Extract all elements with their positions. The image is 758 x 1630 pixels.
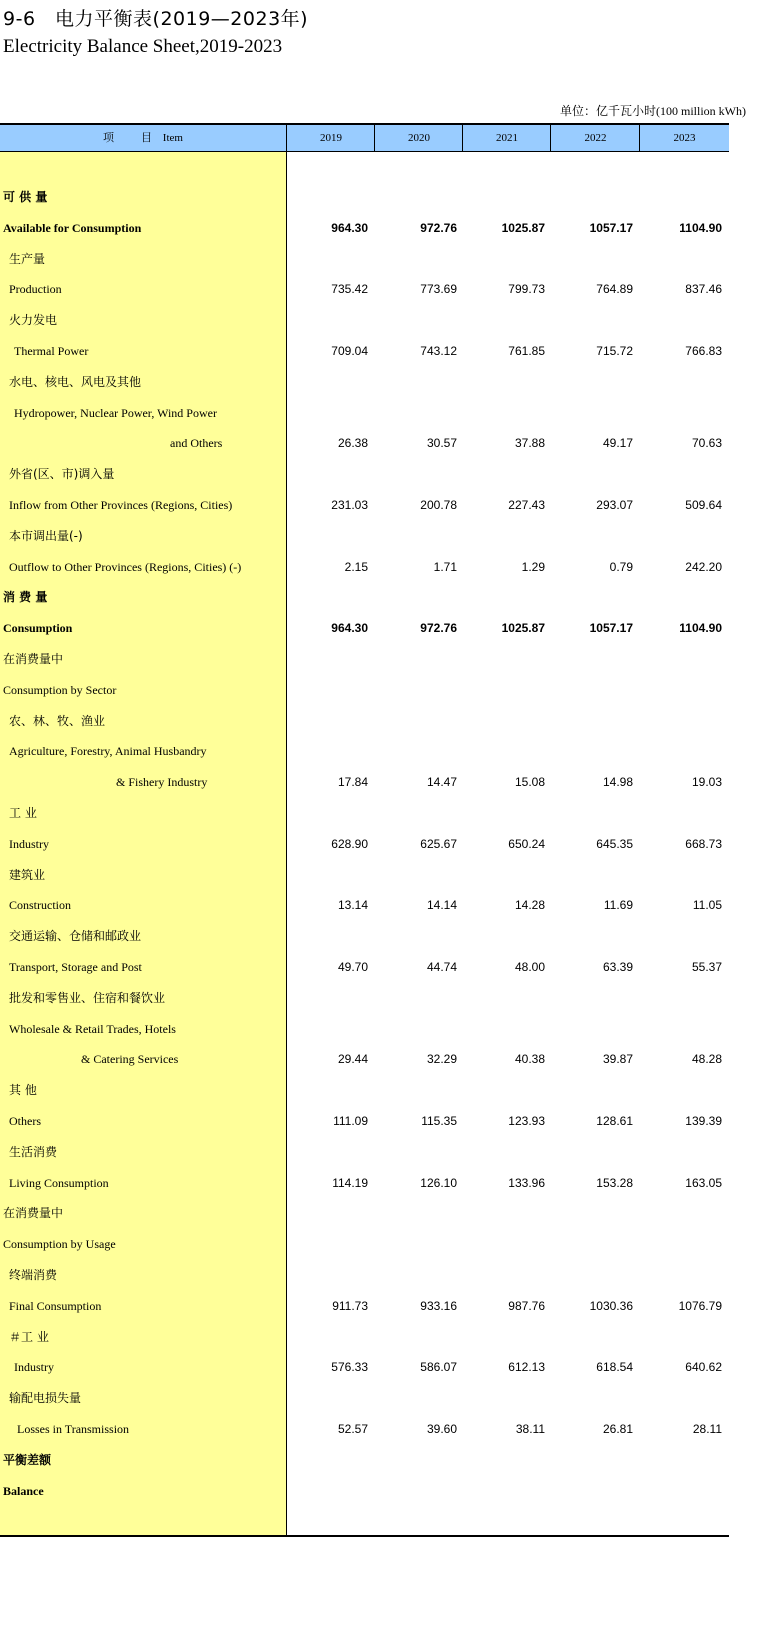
header-divider [462, 125, 463, 151]
value-cell-2019: 964.30 [331, 621, 368, 636]
table-row [0, 983, 729, 1013]
value-cell-2023: 837.46 [685, 282, 722, 297]
table-title-english: Electricity Balance Sheet,2019-2023 [3, 36, 283, 57]
row-label: Balance [3, 1483, 44, 1498]
table-row [0, 1044, 729, 1074]
value-cell-2022: 128.61 [596, 1114, 633, 1128]
value-cell-2019: 17.84 [337, 775, 368, 790]
row-label: 农、林、牧、渔业 [9, 713, 106, 728]
row-label: Consumption by Sector [3, 682, 117, 697]
table-title-chinese: 9-6 电力平衡表(2019—2023年) [3, 8, 309, 30]
table-row [0, 305, 729, 335]
value-cell-2022: 0.79 [609, 559, 633, 574]
row-label: Outflow to Other Provinces (Regions, Cities) (-) [9, 559, 242, 574]
unit-note [560, 102, 746, 119]
value-cell-2020: 30.57 [426, 436, 457, 451]
row-label: 其 他 [9, 1083, 37, 1098]
row-label: 终端消费 [9, 1268, 58, 1282]
value-cell-2023: 139.39 [685, 1114, 722, 1128]
value-cell-2019: 628.90 [331, 836, 368, 851]
table-row [0, 182, 729, 212]
value-cell-2019: 964.30 [331, 220, 368, 235]
row-label: Consumption by Usage [3, 1237, 116, 1252]
value-cell-2023: 19.03 [691, 775, 722, 790]
row-label: Wholesale & Retail Trades, Hotels [9, 1021, 176, 1036]
row-label: Hydropower, Nuclear Power, Wind Power [14, 405, 217, 420]
unit-note-chinese: 单位：亿千瓦小时 [559, 104, 656, 118]
value-cell-2021: 987.76 [508, 1298, 545, 1313]
table-row [0, 1260, 729, 1290]
header-year-2020: 2020 [408, 132, 430, 144]
value-cell-2019: 911.73 [332, 1298, 368, 1313]
row-label: 建筑业 [9, 867, 46, 882]
row-label: 生活消费 [9, 1144, 58, 1159]
value-cell-2019: 576.33 [331, 1360, 368, 1375]
table-row [0, 706, 729, 736]
value-cell-2023: 1076.79 [678, 1298, 722, 1313]
table-bottom-rule [0, 1535, 729, 1537]
value-cell-2022: 293.07 [596, 498, 633, 512]
header-year-2023: 2023 [673, 132, 696, 144]
value-cell-2023: 242.20 [685, 559, 722, 574]
value-cell-2023: 163.05 [685, 1175, 722, 1190]
table-row [0, 428, 729, 458]
table-row [0, 521, 729, 551]
table-row [0, 1198, 729, 1228]
header-year-2021: 2021 [496, 132, 518, 144]
row-label: & Fishery Industry [116, 775, 208, 790]
row-label: 在消费量中 [3, 1206, 64, 1221]
row-label: 消 费 量 [3, 590, 48, 605]
value-cell-2022: 14.98 [602, 775, 633, 790]
row-label: 在消费量中 [3, 652, 64, 666]
value-cell-2020: 200.78 [420, 498, 457, 512]
header-item-chinese: 项 目 [103, 131, 161, 144]
value-cell-2023: 70.63 [691, 436, 722, 451]
value-cell-2023: 509.64 [685, 498, 722, 512]
value-cell-2023: 668.73 [685, 836, 722, 851]
table-row [0, 736, 729, 766]
value-cell-2019: 52.57 [337, 1422, 368, 1436]
row-label: Production [9, 282, 62, 297]
table-header [0, 125, 729, 152]
table-row [0, 829, 729, 859]
table-row [0, 1322, 729, 1352]
table-row [0, 1106, 729, 1136]
table-row [0, 582, 729, 612]
table-row [0, 890, 729, 920]
row-label: & Catering Services [81, 1052, 179, 1067]
value-cell-2022: 1057.17 [589, 621, 633, 636]
value-cell-2023: 48.28 [691, 1052, 722, 1067]
value-cell-2022: 39.87 [602, 1052, 633, 1067]
row-label: Transport, Storage and Post [9, 960, 142, 974]
row-label: 火力发电 [9, 313, 58, 328]
value-cell-2022: 153.28 [596, 1175, 633, 1190]
row-label: ＃工 业 [9, 1329, 49, 1344]
value-cell-2020: 14.14 [426, 898, 457, 913]
table-row [0, 1014, 729, 1044]
value-cell-2023: 1104.90 [679, 220, 722, 235]
value-cell-2022: 1030.36 [589, 1298, 633, 1313]
table-row [0, 1168, 729, 1198]
header-divider [286, 125, 287, 151]
table-row [0, 490, 729, 520]
row-label: Agriculture, Forestry, Animal Husbandry [9, 744, 207, 759]
value-cell-2022: 49.17 [602, 436, 633, 451]
value-cell-2022: 645.35 [596, 836, 633, 851]
table-row [0, 274, 729, 304]
table-row [0, 860, 729, 890]
row-label: 批发和零售业、住宿和餐饮业 [9, 990, 166, 1005]
value-cell-2021: 1.29 [521, 559, 545, 574]
value-cell-2019: 114.19 [332, 1175, 368, 1190]
table-row [0, 644, 729, 674]
value-cell-2019: 26.38 [337, 436, 368, 451]
value-cell-2019: 735.42 [331, 282, 368, 297]
row-label: 水电、核电、风电及其他 [9, 374, 142, 389]
table-row [0, 1383, 729, 1413]
row-label: 外省(区、市)调入量 [9, 467, 115, 482]
row-label: Industry [14, 1360, 54, 1375]
table-row [0, 459, 729, 489]
value-cell-2023: 766.83 [685, 344, 722, 358]
row-label: Final Consumption [9, 1298, 102, 1313]
table-row [0, 1291, 729, 1321]
unit-note-english: (100 million kWh) [656, 104, 746, 118]
value-cell-2023: 1104.90 [679, 621, 722, 636]
header-divider [550, 125, 551, 151]
header-divider [374, 125, 375, 151]
row-label: and Others [170, 436, 223, 451]
value-cell-2021: 1025.87 [501, 220, 545, 235]
table-row [0, 1445, 729, 1475]
header-item [0, 125, 286, 151]
table-row [0, 336, 729, 366]
value-cell-2022: 63.39 [602, 960, 633, 974]
table-row [0, 675, 729, 705]
value-cell-2022: 1057.17 [589, 220, 633, 235]
header-divider [639, 125, 640, 151]
value-cell-2019: 2.15 [344, 559, 368, 574]
value-cell-2023: 55.37 [691, 960, 722, 974]
value-cell-2021: 38.11 [515, 1422, 545, 1436]
row-label: Consumption [3, 621, 73, 636]
value-cell-2023: 640.62 [685, 1360, 722, 1375]
row-label: Losses in Transmission [17, 1422, 130, 1436]
value-cell-2020: 743.12 [420, 344, 457, 358]
value-cell-2021: 650.24 [508, 836, 545, 851]
table-row [0, 398, 729, 428]
table-row [0, 1137, 729, 1167]
value-cell-2020: 625.67 [420, 836, 457, 851]
header-year-2022: 2022 [584, 132, 607, 144]
value-cell-2019: 29.44 [337, 1052, 368, 1067]
table-row [0, 213, 729, 243]
value-cell-2022: 618.54 [596, 1360, 633, 1375]
header-item-english: Item [162, 132, 183, 144]
value-cell-2022: 11.69 [603, 898, 633, 913]
value-cell-2021: 37.88 [514, 436, 545, 451]
value-cell-2021: 48.00 [514, 960, 545, 974]
value-cell-2021: 799.73 [508, 282, 545, 297]
row-label: 交通运输、仓储和邮政业 [9, 929, 142, 944]
header-year-2019: 2019 [320, 132, 342, 144]
value-cell-2023: 11.05 [692, 898, 722, 913]
value-cell-2021: 133.96 [508, 1175, 545, 1190]
value-cell-2021: 1025.87 [501, 621, 545, 636]
row-label: Construction [9, 898, 71, 913]
row-label: Others [9, 1114, 41, 1128]
value-cell-2020: 933.16 [420, 1298, 457, 1313]
value-cell-2021: 15.08 [514, 775, 545, 790]
value-cell-2020: 126.10 [420, 1175, 457, 1190]
value-cell-2020: 39.60 [426, 1422, 457, 1436]
table-row [0, 1476, 729, 1506]
row-label: 生产量 [9, 251, 46, 266]
value-cell-2021: 761.85 [508, 344, 545, 358]
value-cell-2020: 14.47 [426, 775, 457, 790]
value-cell-2021: 123.93 [508, 1114, 545, 1128]
value-cell-2020: 586.07 [420, 1360, 457, 1375]
row-label: 工 业 [9, 806, 37, 820]
table-row [0, 244, 729, 274]
table-row [0, 367, 729, 397]
value-cell-2020: 972.76 [420, 220, 457, 235]
row-label: 平衡差额 [3, 1452, 52, 1467]
value-cell-2020: 1.71 [433, 559, 457, 574]
row-label: 可 供 量 [3, 190, 48, 204]
row-label: Thermal Power [14, 344, 89, 358]
value-cell-2021: 40.38 [514, 1052, 545, 1067]
table-row [0, 613, 729, 643]
value-cell-2022: 715.72 [596, 344, 633, 358]
row-label: Industry [9, 836, 49, 851]
row-label: Living Consumption [9, 1175, 109, 1190]
table-row [0, 1229, 729, 1259]
value-cell-2020: 44.74 [426, 960, 457, 974]
value-cell-2020: 773.69 [420, 282, 457, 297]
value-cell-2021: 612.13 [508, 1360, 545, 1375]
table-row [0, 921, 729, 951]
table-row [0, 952, 729, 982]
value-cell-2019: 709.04 [331, 344, 368, 358]
value-cell-2021: 14.28 [514, 898, 545, 913]
table-row [0, 1075, 729, 1105]
value-cell-2023: 28.11 [692, 1422, 722, 1436]
value-cell-2020: 115.35 [421, 1114, 457, 1128]
value-cell-2019: 231.03 [331, 498, 368, 512]
value-cell-2020: 32.29 [426, 1052, 457, 1067]
row-label: Inflow from Other Provinces (Regions, Cities) [9, 498, 233, 512]
table-row [0, 798, 729, 828]
value-cell-2020: 972.76 [420, 621, 457, 636]
row-label: Available for Consumption [3, 220, 142, 235]
value-cell-2022: 26.81 [602, 1422, 633, 1436]
table-row [0, 552, 729, 582]
row-label: 输配电损失量 [9, 1391, 82, 1406]
value-cell-2021: 227.43 [508, 498, 545, 512]
table-row [0, 1414, 729, 1444]
value-cell-2019: 49.70 [337, 960, 368, 974]
value-cell-2019: 111.09 [333, 1114, 368, 1128]
row-label: 本市调出量(-) [9, 528, 83, 543]
value-cell-2019: 13.14 [337, 898, 368, 913]
table-row [0, 767, 729, 797]
table-row [0, 1352, 729, 1382]
value-cell-2022: 764.89 [596, 282, 633, 297]
